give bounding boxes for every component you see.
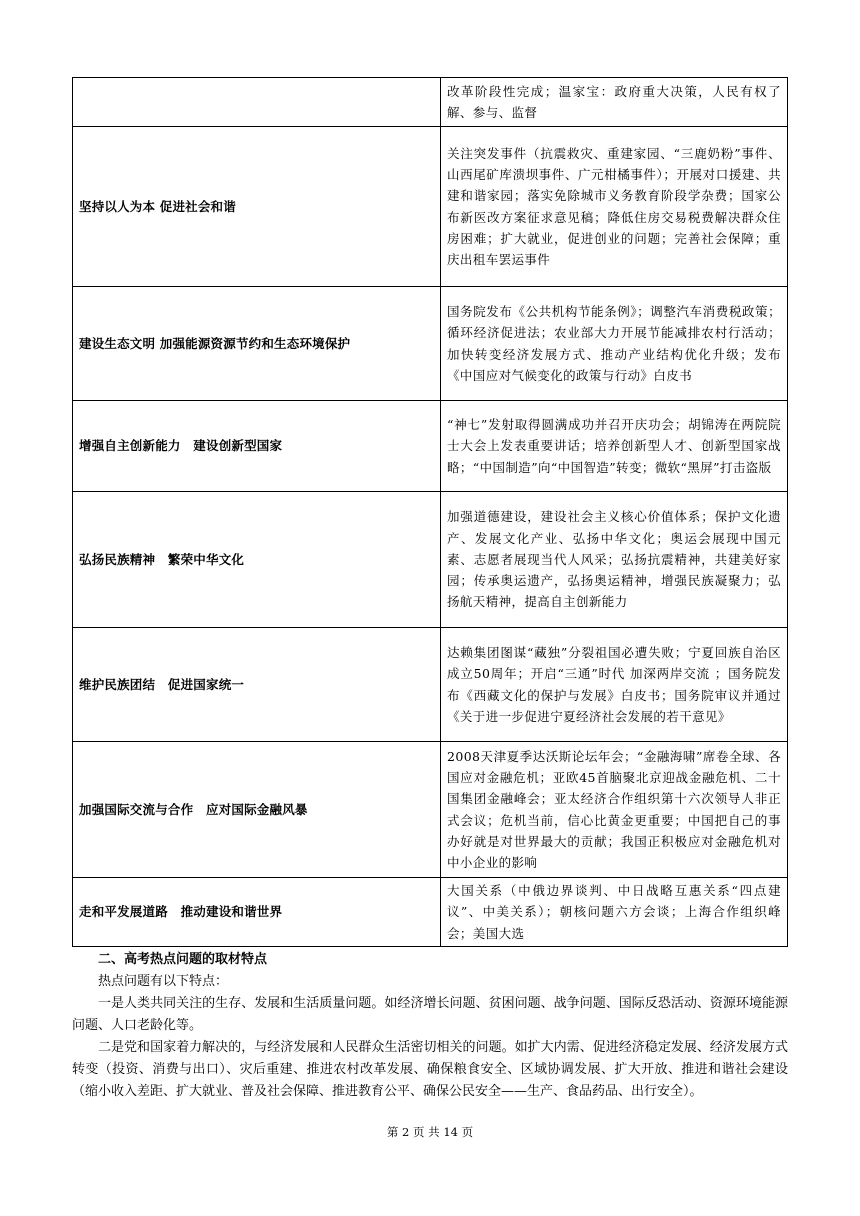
events-cell: 大国关系（中俄边界谈判、中日战略互惠关系“四点建议”、中美关系）；朝核问题六方会谈；上海合作组织峰会；美国大选: [441, 878, 788, 947]
theme-cell: 维护民族团结 促进国家统一: [73, 628, 441, 742]
theme-cell: 建设生态文明 加强能源资源节约和生态环境保护: [73, 287, 441, 401]
theme-cell: 增强自主创新能力 建设创新型国家: [73, 401, 441, 492]
table-row: [73, 287, 788, 401]
table-row: [73, 628, 788, 742]
events-cell: 关注突发事件（抗震救灾、重建家园、“三鹿奶粉”事件、山西尾矿库溃坝事件、广元柑橘事件）；开展对口援建、共建和谐家园；落实免除城市义务教育阶段学杂费；国家公布新医改方案征求意见稿；降低住房交易税费解决群众住房困难；扩大就业，促进创业的问题；完善社会保障；重庆出租车罢运事件: [441, 127, 788, 287]
events-cell: 2008天津夏季达沃斯论坛年会；“金融海啸”席卷全球、各国应对金融危机；亚欧45首脑聚北京迎战金融危机、二十国集团金融峰会；亚太经济合作组织第十六次领导人非正式会议；危机当前，信心比黄金更重要；中国把自己的事办好就是对世界最大的贡献；我国正积极应对金融危机对中小企业的影响: [441, 742, 788, 878]
table-row: [73, 742, 788, 878]
theme-cell: [73, 78, 441, 127]
table-row: [73, 878, 788, 947]
page-footer: 第 2 页 共 14 页: [386, 1125, 474, 1139]
theme-cell: 走和平发展道路 推动建设和谐世界: [73, 878, 441, 947]
events-cell: 国务院发布《公共机构节能条例》；调整汽车消费税政策；循环经济促进法；农业部大力开展节能减排农村行活动；加快转变经济发展方式、推动产业结构优化升级；发布《中国应对气候变化的政策与行动》白皮书: [441, 287, 788, 401]
section-heading: 二、高考热点问题的取材特点: [98, 952, 268, 967]
theme-cell: 坚持以人为本 促进社会和谐: [73, 127, 441, 287]
events-cell: “神七”发射取得圆满成功并召开庆功会；胡锦涛在两院院士大会上发表重要讲话；培养创新型人才、创新型国家战略；“中国制造”向“中国智造”转变；微软“黑屏”打击盗版: [441, 401, 788, 492]
hot-topics-table: [72, 77, 788, 947]
theme-cell: 弘扬民族精神 繁荣中华文化: [73, 492, 441, 628]
page-content: [72, 77, 788, 1103]
events-cell: 达赖集团图谋“藏独”分裂祖国必遭失败；宁夏回族自治区成立50周年；开启“三通”时代 加深两岸交流 ；国务院发布《西藏文化的保护与发展》白皮书；国务院审议并通过《关于进一步促进宁夏经济社会发展的若干意见》: [441, 628, 788, 742]
events-cell: 改革阶段性完成；温家宝：政府重大决策，人民有权了解、参与、监督: [441, 78, 788, 127]
theme-cell: 加强国际交流与合作 应对国际金融风暴: [73, 742, 441, 878]
table-row: [73, 401, 788, 492]
section-text: [72, 949, 788, 1103]
events-cell: 加强道德建设，建设社会主义核心价值体系；保护文化遗产、发展文化产业、弘扬中华文化；奥运会展现中国元素、志愿者展现当代人风采；弘扬抗震精神，共建美好家园；传承奥运遗产，弘扬奥运精神，增强民族凝聚力；弘扬航天精神，提高自主创新能力: [441, 492, 788, 628]
paragraph: 热点问题有以下特点：: [98, 974, 229, 989]
table-row: [73, 127, 788, 287]
table-row: [73, 78, 788, 127]
paragraph: 二是党和国家着力解决的，与经济发展和人民群众生活密切相关的问题。如扩大内需、促进经济稳定发展、经济发展方式转变（投资、消费与出口）、灾后重建、推进农村改革发展、确保粮食安全、区域协调发展、扩大开放、推进和谐社会建设（缩小收入差距、扩大就业、普及社会保障、推进教育公平、确保公民安全——生产、食品药品、出行安全）。: [72, 1040, 788, 1099]
table-row: [73, 492, 788, 628]
paragraph: 一是人类共同关注的生存、发展和生活质量问题。如经济增长问题、贫困问题、战争问题、国际反恐活动、资源环境能源问题、人口老龄化等。: [72, 996, 788, 1033]
